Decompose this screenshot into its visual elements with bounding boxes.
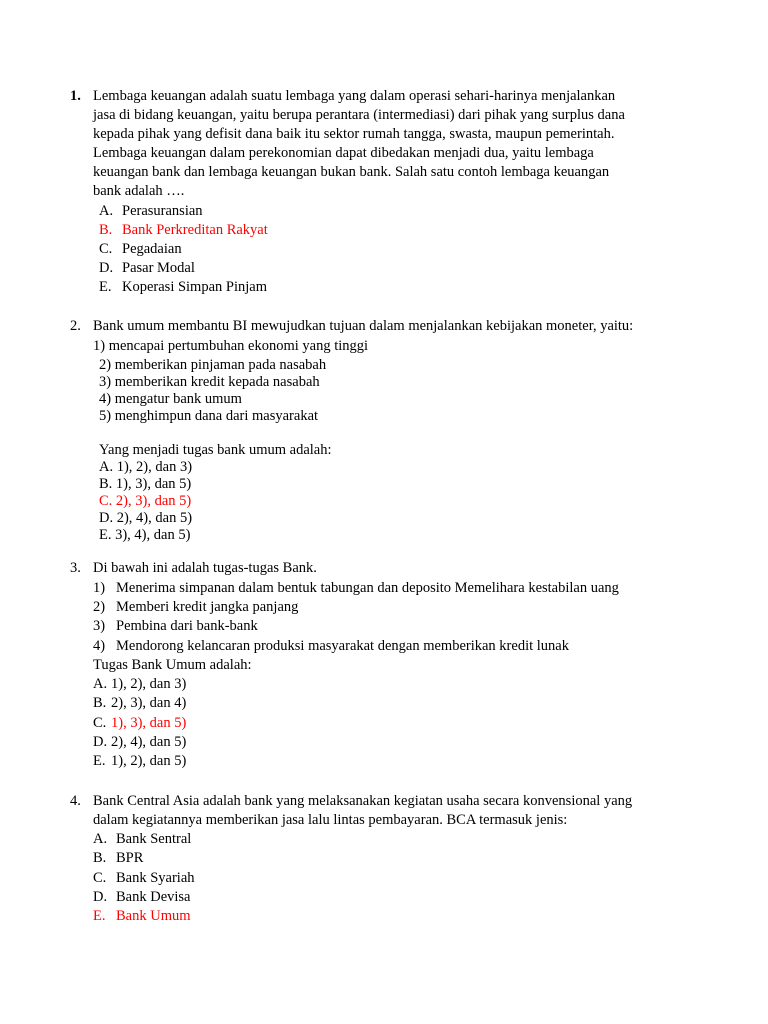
option-text: Bank Devisa <box>116 889 191 905</box>
question-stem-line: Lembaga keuangan dalam perekonomian dapat dibedakan menjadi dua, yaitu lembaga <box>93 145 594 161</box>
question-1 <box>70 87 710 302</box>
question-stem-line: kepada pihak yang defisit dana baik itu sektor rumah tangga, swasta, maupun pemerintah. <box>93 126 615 142</box>
option-text: BPR <box>116 850 144 866</box>
option-text-correct: Bank Perkreditan Rakyat <box>122 222 268 238</box>
option-letter: C. <box>93 870 107 886</box>
question-stem-line: bank adalah …. <box>93 183 185 199</box>
option-item: D. 2), 4), dan 5) <box>99 510 193 526</box>
option-text: Koperasi Simpan Pinjam <box>122 279 267 295</box>
question-stem-line: Lembaga keuangan adalah suatu lembaga yang dalam operasi sehari-harinya menjalankan <box>93 88 616 104</box>
option-item: B. 1), 3), dan 5) <box>99 476 192 492</box>
option-item: E. 3), 4), dan 5) <box>99 527 191 543</box>
option-letter: D. <box>93 734 108 750</box>
question-stem-line: jasa di bidang keuangan, yaitu berupa perantara (intermediasi) dari pihak yang surplus dana <box>93 107 625 123</box>
question-2 <box>70 317 710 547</box>
option-letter: B. <box>93 850 107 866</box>
option-text: Perasuransian <box>122 203 203 219</box>
question-number: 4. <box>70 793 81 809</box>
option-letter-correct: E. <box>93 908 106 924</box>
statement-text: Mendorong kelancaran produksi masyarakat dengan memberikan kredit lunak <box>116 638 569 654</box>
option-text: 2), 4), dan 5) <box>111 734 187 750</box>
option-text-correct: 1), 3), dan 5) <box>111 715 187 731</box>
option-text: Pegadaian <box>122 241 182 257</box>
statement-item: 3) memberikan kredit kepada nasabah <box>99 374 320 390</box>
option-letter: A. <box>93 676 108 692</box>
question-prompt: Yang menjadi tugas bank umum adalah: <box>99 442 332 458</box>
statement-item: 4) mengatur bank umum <box>99 391 242 407</box>
option-item-correct: C. 2), 3), dan 5) <box>99 493 192 509</box>
question-3 <box>70 559 710 774</box>
option-letter: A. <box>99 203 114 219</box>
question-stem-line: dalam kegiatannya memberikan jasa lalu lintas pembayaran. BCA termasuk jenis: <box>93 812 568 828</box>
option-text: 1), 2), dan 5) <box>111 753 187 769</box>
question-stem-line: Bank Central Asia adalah bank yang melaksanakan kegiatan usaha secara konvensional yang <box>93 793 633 809</box>
option-text: Pasar Modal <box>122 260 195 276</box>
option-letter: C. <box>93 715 107 731</box>
option-letter: D. <box>99 260 114 276</box>
statement-item: 5) menghimpun dana dari masyarakat <box>99 408 319 424</box>
statement-text: Menerima simpanan dalam bentuk tabungan dan deposito Memelihara kestabilan uang <box>116 580 619 596</box>
question-stem-line: keuangan bank dan lembaga keuangan bukan bank. Salah satu contoh lembaga keuangan <box>93 164 610 180</box>
option-letter: E. <box>99 279 112 295</box>
question-stem-line: Di bawah ini adalah tugas-tugas Bank. <box>93 560 317 576</box>
option-text-correct: Bank Umum <box>116 908 191 924</box>
option-letter-correct: B. <box>99 222 113 238</box>
question-stem-line: Bank umum membantu BI mewujudkan tujuan dalam menjalankan kebijakan moneter, yaitu: <box>93 318 634 334</box>
statement-text: Memberi kredit jangka panjang <box>116 599 299 615</box>
question-4 <box>70 792 710 932</box>
statement-text: Pembina dari bank-bank <box>116 618 258 634</box>
option-letter: B. <box>93 695 107 711</box>
option-text: Bank Sentral <box>116 831 192 847</box>
statement-number: 2) <box>93 599 106 615</box>
option-text: Bank Syariah <box>116 870 195 886</box>
question-number: 2. <box>70 318 81 334</box>
option-letter: D. <box>93 889 108 905</box>
option-text: 1), 2), dan 3) <box>111 676 187 692</box>
statement-number: 1) <box>93 580 106 596</box>
question-number: 1. <box>70 88 81 104</box>
option-letter: C. <box>99 241 113 257</box>
option-item: A. 1), 2), dan 3) <box>99 459 193 475</box>
statement-number: 4) <box>93 638 106 654</box>
question-number: 3. <box>70 560 81 576</box>
statement-item: 1) mencapai pertumbuhan ekonomi yang tinggi <box>93 338 369 354</box>
statement-number: 3) <box>93 618 106 634</box>
statement-item: 2) memberikan pinjaman pada nasabah <box>99 357 327 373</box>
option-letter: A. <box>93 831 108 847</box>
option-text: 2), 3), dan 4) <box>111 695 187 711</box>
question-prompt: Tugas Bank Umum adalah: <box>93 657 252 673</box>
option-letter: E. <box>93 753 106 769</box>
